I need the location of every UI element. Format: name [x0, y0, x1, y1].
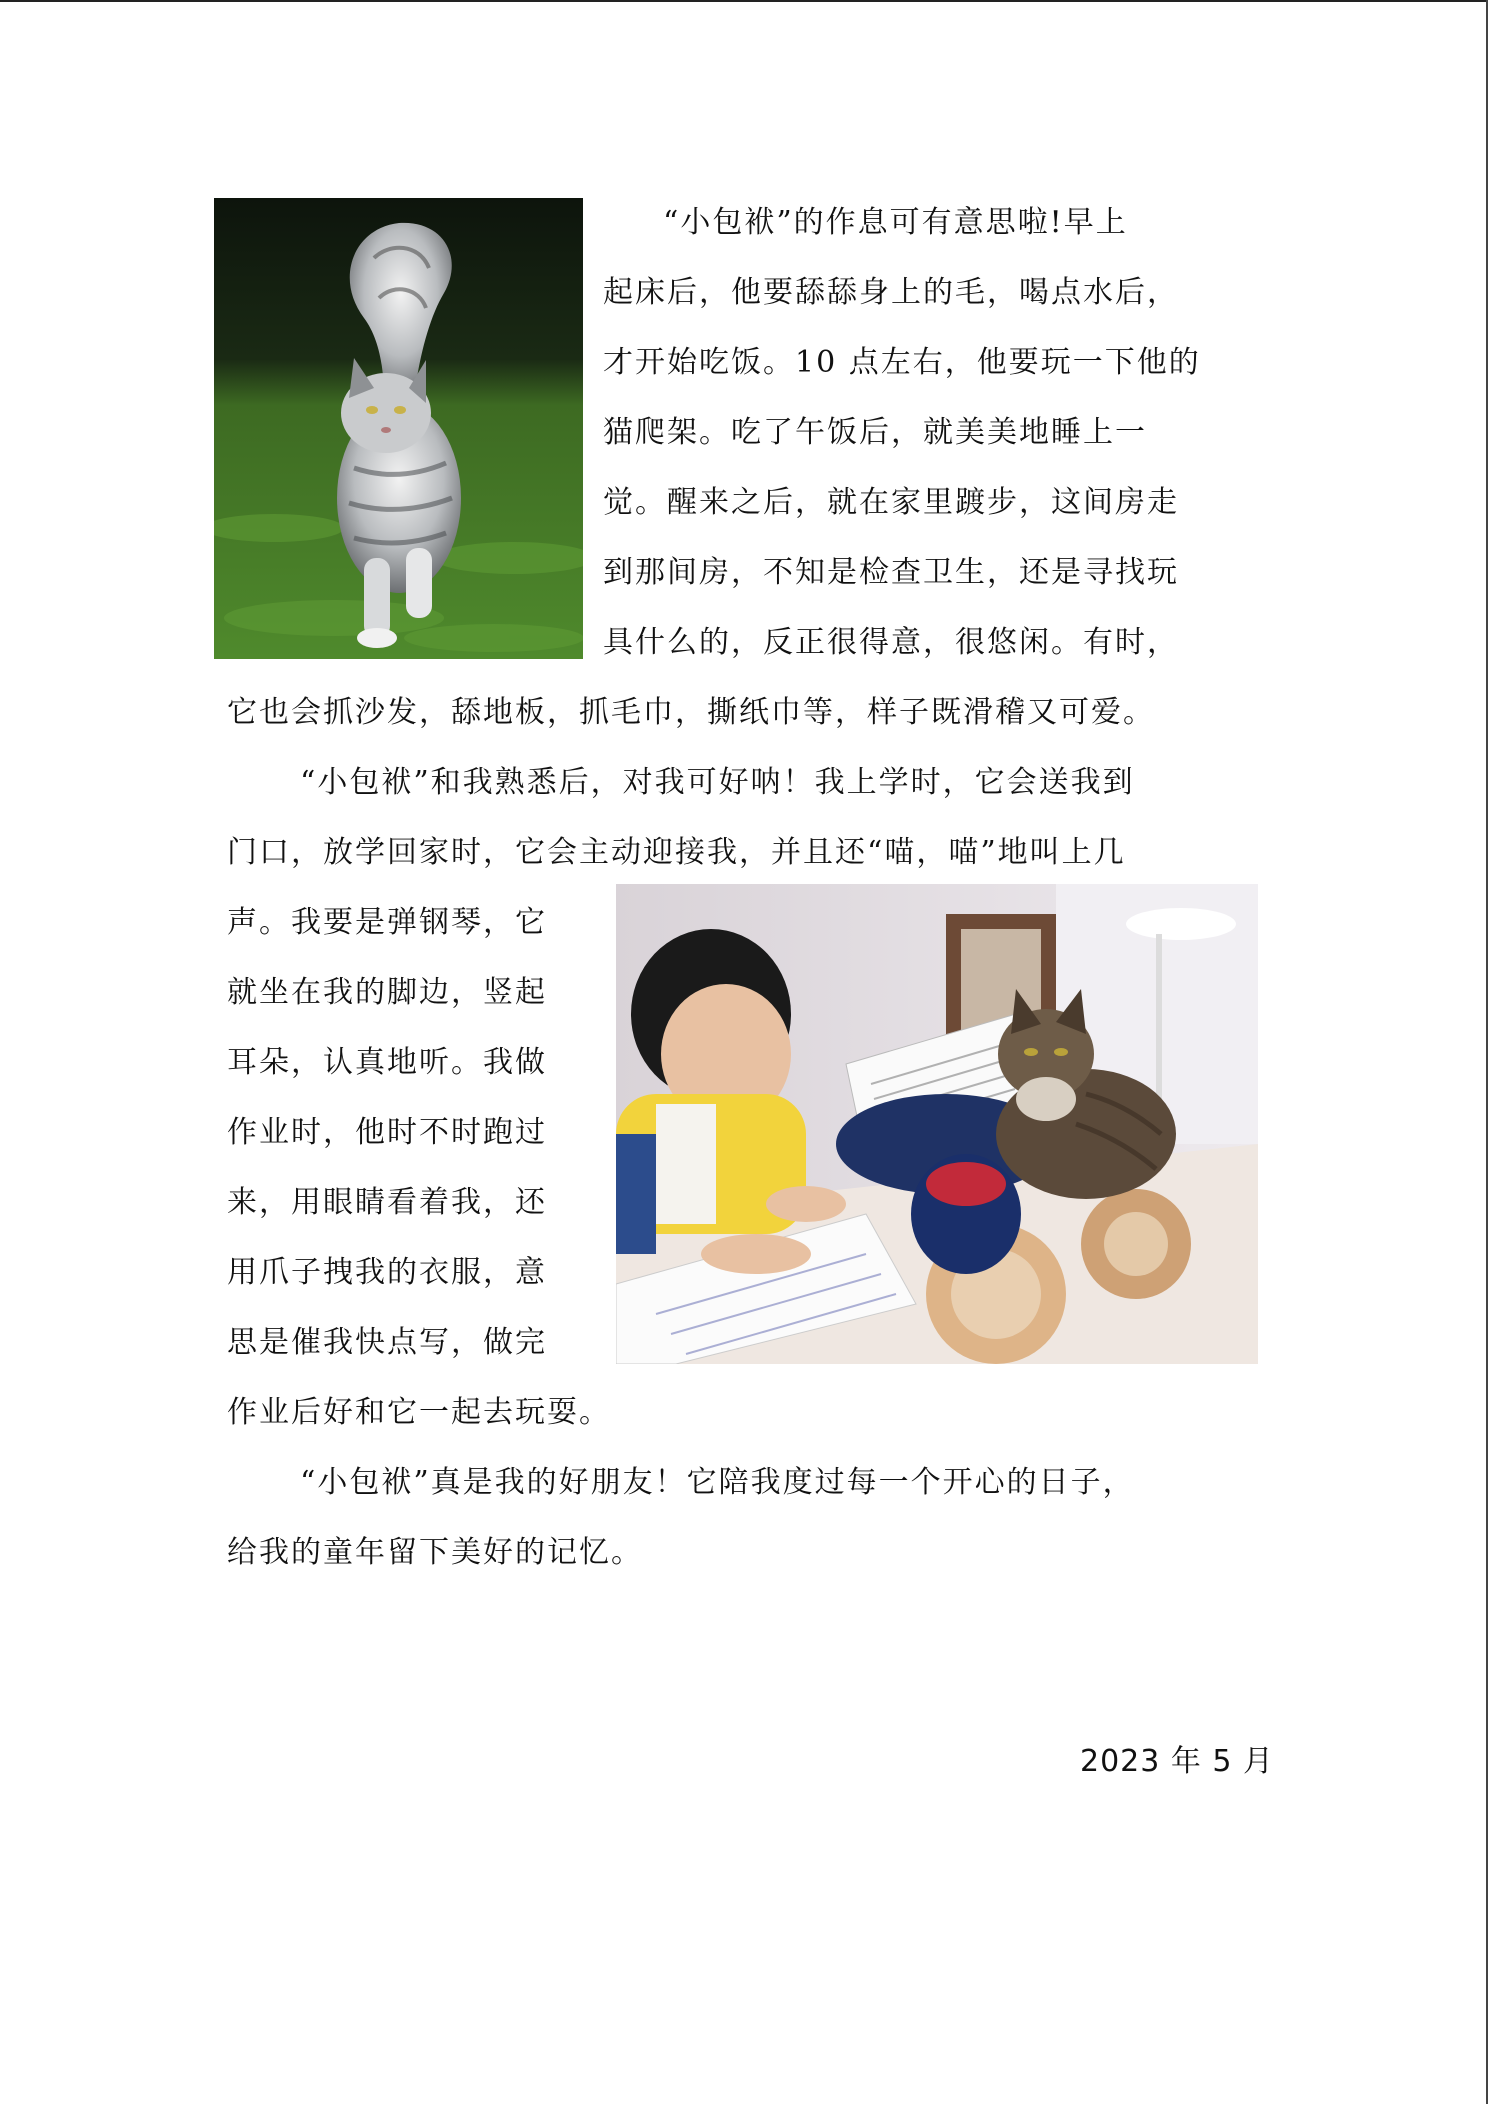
paragraph2-line-1: “小包袱”和我熟悉后，对我可好呐！我上学时，它会送我到	[300, 765, 1135, 800]
paragraph1-line-3: 才开始吃饭。10 点左右，他要玩一下他的	[603, 345, 1201, 380]
paragraph2-line-2: 门口，放学回家时，它会主动迎接我，并且还“喵，喵”地叫上几	[227, 835, 1126, 870]
cat-on-grass-photo	[214, 198, 583, 659]
paragraph2-line-5: 耳朵，认真地听。我做	[227, 1045, 547, 1080]
paragraph2-line-8: 用爪子拽我的衣服，意	[227, 1255, 547, 1290]
paragraph1-line-8: 它也会抓沙发，舔地板，抓毛巾，撕纸巾等，样子既滑稽又可爱。	[227, 695, 1155, 730]
paragraph3-line-1: “小包袱”真是我的好朋友！它陪我度过每一个开心的日子，	[300, 1465, 1135, 1500]
paragraph1-line-1: “小包袱”的作息可有意思啦!早上	[663, 205, 1128, 240]
paragraph1-line-7: 具什么的，反正很得意，很悠闲。有时，	[603, 625, 1179, 660]
paragraph1-line-5: 觉。醒来之后，就在家里踱步，这间房走	[603, 485, 1179, 520]
paragraph1-line-4: 猫爬架。吃了午饭后，就美美地睡上一	[603, 415, 1147, 450]
paragraph2-line-7: 来，用眼睛看着我，还	[227, 1185, 547, 1220]
page-top-border	[0, 0, 1488, 2]
paragraph2-line-3: 声。我要是弹钢琴，它	[227, 905, 547, 940]
paragraph1-line-6: 到那间房，不知是检查卫生，还是寻找玩	[603, 555, 1179, 590]
paragraph2-line-6: 作业时，他时不时跑过	[227, 1115, 547, 1150]
document-date: 2023 年 5 月	[1080, 1744, 1275, 1779]
paragraph1-line-2: 起床后，他要舔舔身上的毛，喝点水后，	[603, 275, 1179, 310]
paragraph3-line-2: 给我的童年留下美好的记忆。	[227, 1535, 643, 1570]
boy-homework-with-cat-photo	[616, 884, 1258, 1364]
paragraph2-line-4: 就坐在我的脚边，竖起	[227, 975, 547, 1010]
paragraph2-line-9: 思是催我快点写，做完	[227, 1325, 547, 1360]
paragraph2-line-10: 作业后好和它一起去玩耍。	[227, 1395, 611, 1430]
